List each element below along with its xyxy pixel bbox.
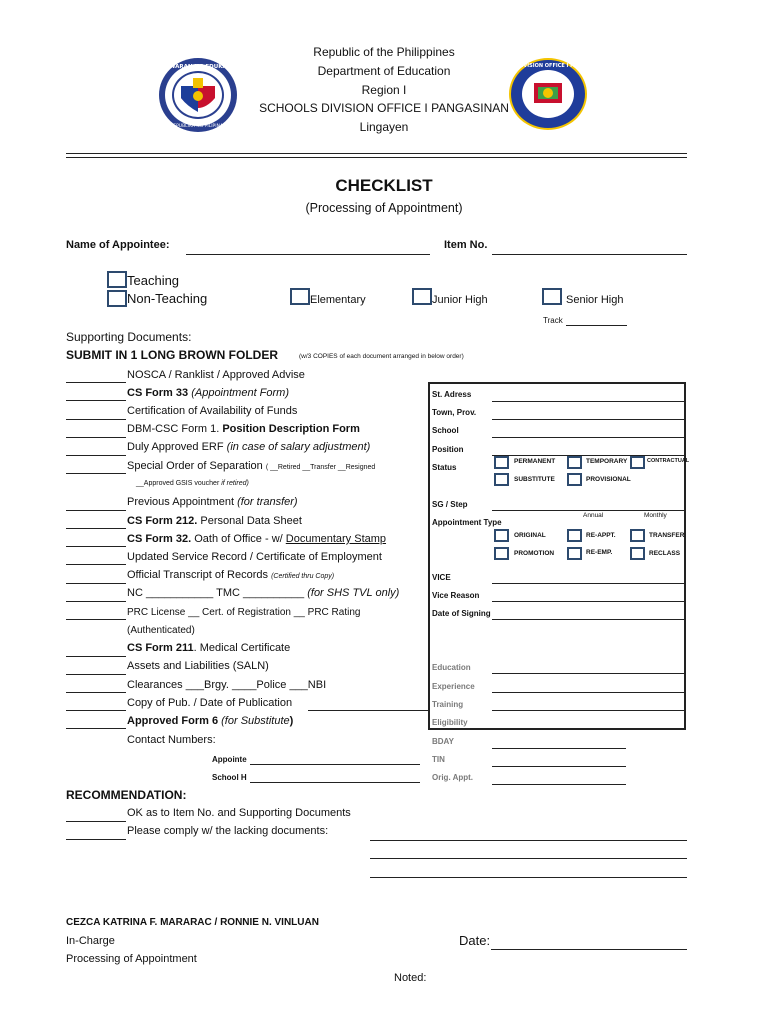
recommendation-heading: RECOMMENDATION:: [66, 788, 187, 802]
svg-text:REPUBLIKA NG PILIPINAS: REPUBLIKA NG PILIPINAS: [170, 124, 226, 129]
recommendation-comply: Please comply w/ the lacking documents:: [127, 825, 329, 837]
contractual-checkbox[interactable]: [630, 456, 645, 469]
experience-input[interactable]: [492, 692, 684, 693]
submit-folder-note: (w/3 COPIES of each document arranged in below order): [299, 353, 464, 360]
header-town: Lingayen: [359, 120, 409, 134]
doc-check-blank[interactable]: [66, 728, 126, 729]
header-republic: Republic of the Philippines: [313, 45, 455, 59]
signatory-names: CEZCA KATRINA F. MARARAC / RONNIE N. VINLUAN: [66, 917, 319, 928]
contractual-label: CONTRACTUAL: [647, 458, 690, 464]
position-label: Position: [432, 445, 464, 454]
annual-label: Annual: [583, 512, 604, 519]
header-divider-top: [66, 153, 687, 154]
doc-check-blank[interactable]: [66, 601, 126, 602]
doc-authenticated-note: (Authenticated): [127, 625, 195, 636]
tin-label: TIN: [432, 755, 445, 764]
doc-cs-form-32: CS Form 32. Oath of Office - w/ Documentary Stamp: [127, 533, 387, 545]
date-signing-input[interactable]: [492, 619, 684, 620]
bday-label: BDAY: [432, 737, 454, 746]
appointment-type-label: Appointment Type: [432, 518, 502, 527]
monthly-label: Monthly: [644, 512, 667, 519]
doc-service-record: Updated Service Record / Certificate of Employment: [127, 551, 382, 563]
tin-input[interactable]: [492, 766, 626, 767]
track-input[interactable]: [566, 325, 627, 326]
re-appt-label: RE-APPT.: [586, 532, 616, 539]
item-no-label: Item No.: [444, 239, 488, 251]
vice-label: VICE: [432, 573, 451, 582]
doc-check-blank[interactable]: [66, 583, 126, 584]
orig-appt-input[interactable]: [492, 784, 626, 785]
doc-erf: Duly Approved ERF (in case of salary adjustment): [127, 441, 371, 453]
provisional-checkbox[interactable]: [567, 473, 582, 486]
education-input[interactable]: [492, 673, 684, 674]
education-label: Education: [432, 663, 471, 672]
header-deped: Department of Education: [317, 64, 451, 78]
doc-saln: Assets and Liabilities (SALN): [127, 660, 269, 672]
doc-clearances: Clearances ___Brgy. ____Police ___NBI: [127, 679, 327, 691]
supporting-docs-label: Supporting Documents:: [66, 330, 192, 344]
contact-appointee-label: Appointe: [212, 755, 247, 764]
school-label: School: [432, 426, 459, 435]
doc-nosca: NOSCA / Ranklist / Approved Advise: [127, 369, 305, 381]
lacking-docs-line[interactable]: [370, 877, 687, 878]
school-input[interactable]: [492, 437, 684, 438]
non-teaching-label: Non-Teaching: [127, 291, 208, 306]
lacking-docs-line[interactable]: [370, 840, 687, 841]
lacking-docs-line[interactable]: [370, 858, 687, 859]
contact-school-head-label: School H: [212, 773, 247, 782]
doc-check-blank[interactable]: [66, 692, 126, 693]
st-address-input[interactable]: [492, 401, 684, 402]
doc-previous-appointment: Previous Appointment (for transfer): [127, 496, 298, 508]
doc-check-blank[interactable]: [66, 437, 126, 438]
town-prov-label: Town, Prov.: [432, 408, 477, 417]
eligibility-label: Eligibility: [432, 718, 468, 727]
re-appt-checkbox[interactable]: [567, 529, 582, 542]
st-address-label: St. Adress: [432, 390, 472, 399]
publication-date-input[interactable]: [308, 710, 428, 711]
elementary-checkbox[interactable]: [290, 288, 310, 305]
doc-check-blank[interactable]: [66, 546, 126, 547]
original-label: ORIGINAL: [514, 532, 546, 539]
doc-check-blank[interactable]: [66, 419, 126, 420]
reclass-label: RECLASS: [649, 550, 681, 557]
promotion-checkbox[interactable]: [494, 547, 509, 560]
svg-text:SCHOOLS DIVISION OFFICE I PANG: SCHOOLS DIVISION OFFICE I PANGASINAN: [488, 63, 608, 69]
doc-transcript: Official Transcript of Records (Certified thru Copy): [127, 569, 335, 581]
substitute-checkbox[interactable]: [494, 473, 509, 486]
doc-check-blank[interactable]: [66, 528, 126, 529]
doc-contact-numbers: Contact Numbers:: [127, 734, 216, 746]
vice-input[interactable]: [492, 583, 684, 584]
doc-cs-form-33: CS Form 33 (Appointment Form): [127, 387, 290, 399]
doc-check-blank[interactable]: [66, 564, 126, 565]
transfer-label: TRANSFER: [649, 532, 685, 539]
temporary-label: TEMPORARY: [586, 458, 628, 465]
elementary-label: Elementary: [310, 294, 366, 306]
date-signing-label: Date of Signing: [432, 609, 491, 618]
sg-step-input[interactable]: [492, 510, 684, 511]
doc-separation-order: Special Order of Separation ( __Retired __Transfer __Resigned: [127, 460, 376, 472]
contact-appointee-input[interactable]: [250, 764, 420, 765]
re-emp-label: RE-EMP.: [586, 549, 613, 556]
re-emp-checkbox[interactable]: [567, 547, 582, 560]
transfer-checkbox[interactable]: [630, 529, 645, 542]
senior-high-label: Senior High: [566, 294, 624, 306]
appointee-name-input[interactable]: [186, 254, 430, 255]
town-prov-input[interactable]: [492, 419, 684, 420]
reclass-checkbox[interactable]: [630, 547, 645, 560]
submit-folder-heading: SUBMIT IN 1 LONG BROWN FOLDER: [66, 348, 278, 362]
temporary-checkbox[interactable]: [567, 456, 582, 469]
vice-reason-input[interactable]: [492, 601, 684, 602]
doc-check-blank[interactable]: [66, 473, 126, 474]
doc-check-blank[interactable]: [66, 400, 126, 401]
doc-funds-cert: Certification of Availability of Funds: [127, 405, 298, 417]
vice-reason-label: Vice Reason: [432, 591, 480, 600]
appointee-name-label: Name of Appointee:: [66, 239, 170, 251]
junior-high-label: Junior High: [432, 294, 488, 306]
svg-text:KAGAWARAN NG EDUKASYON: KAGAWARAN NG EDUKASYON: [152, 64, 244, 70]
doc-check-blank[interactable]: [66, 674, 126, 675]
experience-label: Experience: [432, 682, 475, 691]
doc-nc-tmc: NC ___________ TMC __________ (for SHS TVL only): [127, 587, 400, 599]
doc-check-blank[interactable]: [66, 710, 126, 711]
senior-high-checkbox[interactable]: [542, 288, 562, 305]
appointment-details-box: [428, 382, 686, 730]
doc-check-blank[interactable]: [66, 619, 126, 620]
signatory-role-in-charge: In-Charge: [66, 935, 115, 947]
training-label: Training: [432, 700, 464, 709]
doc-publication: Copy of Pub. / Date of Publication: [127, 697, 293, 709]
bday-input[interactable]: [492, 748, 626, 749]
doc-check-blank[interactable]: [66, 510, 126, 511]
doc-prc-license: PRC License __ Cert. of Registration __ PRC Rating: [127, 607, 361, 618]
doc-gsis-voucher: __Approved GSIS voucher if retired): [136, 480, 249, 487]
status-label: Status: [432, 463, 457, 472]
doc-check-blank[interactable]: [66, 382, 126, 383]
doc-check-blank[interactable]: [66, 455, 126, 456]
provisional-label: PROVISIONAL: [586, 476, 631, 483]
contact-school-head-input[interactable]: [250, 782, 420, 783]
date-label: Date:: [459, 933, 491, 948]
position-input[interactable]: [492, 455, 684, 456]
signatory-role-processing: Processing of Appointment: [66, 953, 197, 965]
original-checkbox[interactable]: [494, 529, 509, 542]
orig-appt-label: Orig. Appt.: [432, 773, 474, 782]
header-divider-bottom: [66, 157, 687, 158]
training-input[interactable]: [492, 710, 684, 711]
date-input[interactable]: [491, 949, 687, 950]
permanent-checkbox[interactable]: [494, 456, 509, 469]
noted-label: Noted:: [394, 972, 427, 984]
recommendation-ok: OK as to Item No. and Supporting Documents: [127, 807, 351, 819]
recommendation-comply-blank[interactable]: [66, 839, 126, 840]
permanent-label: PERMANENT: [514, 458, 556, 465]
item-no-input[interactable]: [492, 254, 687, 255]
page-subtitle: (Processing of Appointment): [305, 201, 463, 215]
sg-step-label: SG / Step: [432, 500, 468, 509]
non-teaching-checkbox[interactable]: [107, 290, 127, 307]
doc-dbm-csc-form-1: DBM-CSC Form 1. Position Description Form: [127, 423, 360, 435]
header-sdo: SCHOOLS DIVISION OFFICE I PANGASINAN: [259, 101, 509, 115]
recommendation-ok-blank[interactable]: [66, 821, 126, 822]
doc-approved-form-6: Approved Form 6 (for Substitute): [127, 715, 294, 727]
promotion-label: PROMOTION: [514, 550, 555, 557]
doc-cs-form-211: CS Form 211. Medical Certificate: [127, 642, 291, 654]
doc-cs-form-212: CS Form 212. Personal Data Sheet: [127, 515, 302, 527]
junior-high-checkbox[interactable]: [412, 288, 432, 305]
doc-check-blank[interactable]: [66, 656, 126, 657]
teaching-label: Teaching: [127, 273, 180, 288]
page-title: CHECKLIST: [335, 176, 433, 195]
substitute-label: SUBSTITUTE: [514, 476, 555, 483]
teaching-checkbox[interactable]: [107, 271, 127, 288]
header-region: Region I: [361, 83, 407, 97]
track-label: Track: [543, 316, 563, 325]
